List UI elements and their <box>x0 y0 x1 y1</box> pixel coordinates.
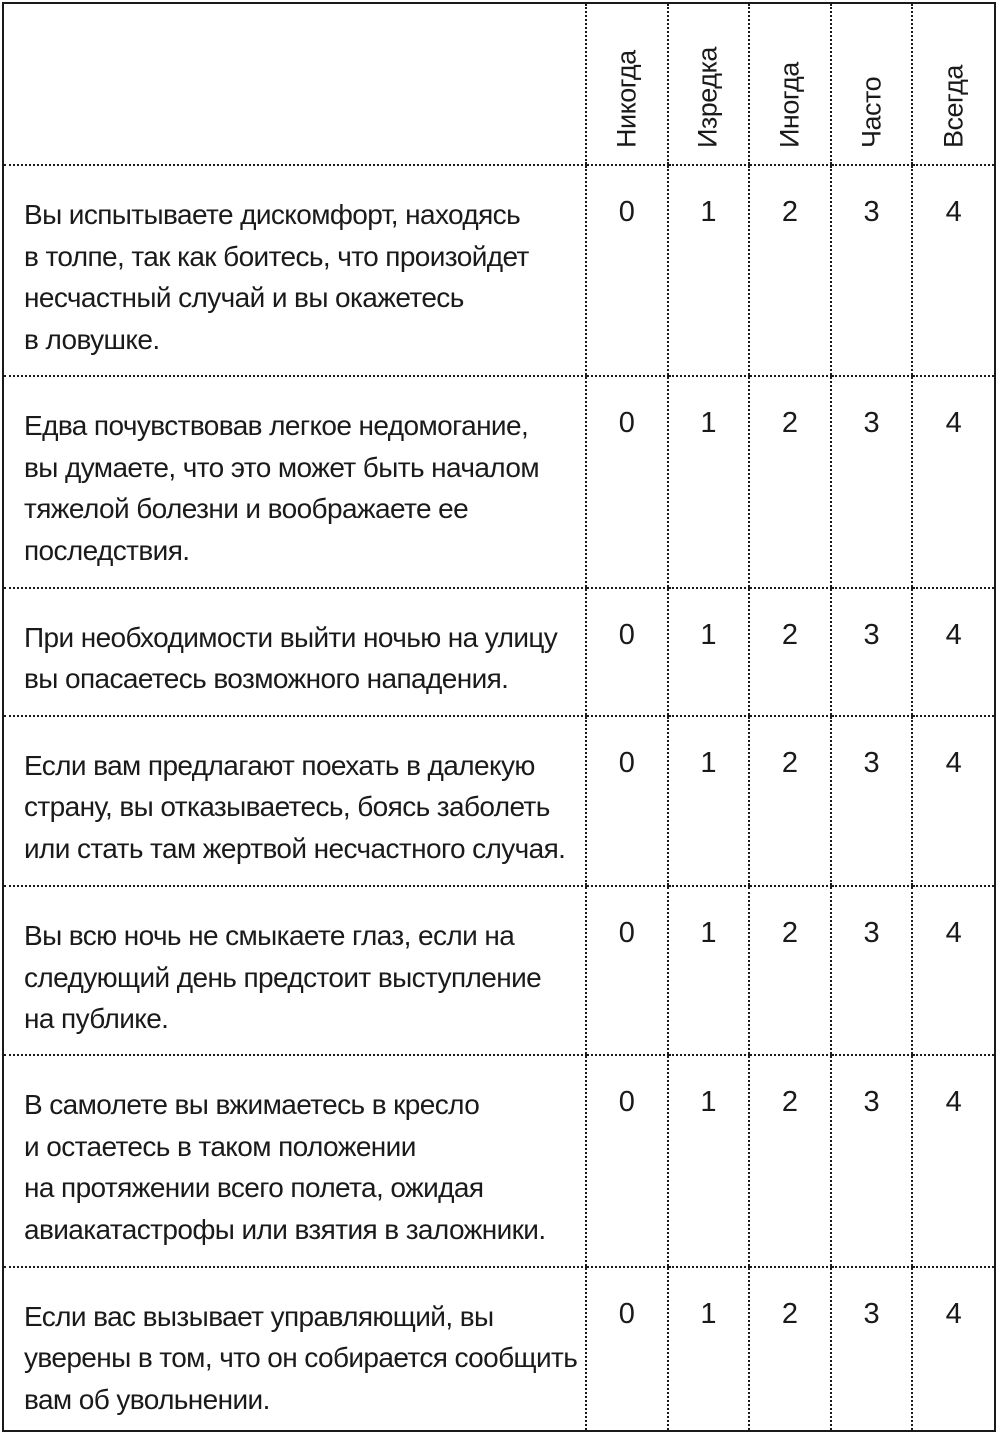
score-cell: 4 <box>912 1055 994 1266</box>
score-cell: 1 <box>668 716 750 886</box>
question-line: Если вас вызывает управляющий, вы <box>24 1300 494 1332</box>
question-line: Вы всю ночь не смыкаете глаз, если на <box>24 920 515 952</box>
header-option-label: Всегда <box>938 65 969 148</box>
score-cell: 2 <box>749 1055 831 1266</box>
header-option-label: Изредка <box>692 47 723 148</box>
score-cell: 1 <box>668 1055 750 1266</box>
question-line: в толпе, так как боитесь, что произойдет <box>24 240 529 272</box>
score-cell: 1 <box>668 165 750 376</box>
question-text <box>4 165 586 376</box>
question-line: на протяжении всего полета, ожидая <box>24 1172 484 1204</box>
question-text <box>4 1055 586 1266</box>
question-text <box>4 376 586 587</box>
question-line: несчастный случай и вы окажетесь <box>24 282 464 313</box>
score-cell: 3 <box>831 1055 913 1266</box>
header-option-label: Часто <box>856 76 887 148</box>
question-line: уверены в том, что он собирается сообщить <box>24 1342 578 1374</box>
score-cell: 4 <box>912 716 994 886</box>
score-cell: 2 <box>749 1267 831 1430</box>
question-line: вы опасаетесь возможного нападения. <box>24 663 509 695</box>
header-option-sometimes <box>749 4 831 165</box>
score-cell: 2 <box>749 716 831 886</box>
question-line: Вы испытываете дискомфорт, находясь <box>24 199 521 230</box>
score-cell: 4 <box>912 376 994 587</box>
score-cell: 3 <box>831 1267 913 1430</box>
score-cell: 3 <box>831 716 913 886</box>
header-option-rarely <box>668 4 750 165</box>
table-row <box>4 165 994 376</box>
question-line: или стать там жертвой несчастного случая. <box>24 832 566 864</box>
score-cell: 0 <box>586 886 668 1055</box>
score-cell: 1 <box>668 1267 750 1430</box>
score-cell: 3 <box>831 588 913 716</box>
table-row <box>4 716 994 886</box>
score-cell: 4 <box>912 1267 994 1430</box>
table-row <box>4 1055 994 1266</box>
header-row <box>4 4 994 165</box>
score-cell: 2 <box>749 376 831 587</box>
header-option-often <box>831 4 913 165</box>
table-row <box>4 588 994 716</box>
question-text <box>4 588 586 716</box>
score-cell: 1 <box>668 588 750 716</box>
question-text <box>4 1267 586 1430</box>
score-cell: 2 <box>749 588 831 716</box>
score-cell: 4 <box>912 588 994 716</box>
score-cell: 4 <box>912 886 994 1055</box>
question-line: Едва почувствовав легкое недомогание, <box>24 410 529 442</box>
score-cell: 3 <box>831 886 913 1055</box>
score-cell: 0 <box>586 588 668 716</box>
question-line: следующий день предстоит выступление <box>24 961 542 993</box>
score-cell: 3 <box>831 165 913 376</box>
question-line: последствия. <box>24 534 190 566</box>
table-row <box>4 376 994 587</box>
question-line: В самолете вы вжимаетесь в кресло <box>24 1089 480 1121</box>
header-option-label: Иногда <box>774 62 805 148</box>
score-cell: 1 <box>668 376 750 587</box>
table-row <box>4 886 994 1055</box>
table-row <box>4 1267 994 1430</box>
score-cell: 0 <box>586 716 668 886</box>
question-line: При необходимости выйти ночью на улицу <box>24 621 558 653</box>
questionnaire-table <box>4 4 994 1430</box>
question-line: вы думаете, что это может быть началом <box>24 451 539 483</box>
score-cell: 2 <box>749 886 831 1055</box>
header-empty-cell <box>4 4 586 165</box>
header-option-always <box>912 4 994 165</box>
question-line: страну, вы отказываетесь, боясь заболеть <box>24 791 550 823</box>
question-line: авиакатастрофы или взятия в заложники. <box>24 1213 546 1245</box>
question-line: тяжелой болезни и воображаете ее <box>24 493 469 525</box>
question-text <box>4 716 586 886</box>
header-option-label: Никогда <box>611 50 642 148</box>
question-line: на публике. <box>24 1003 169 1035</box>
score-cell: 1 <box>668 886 750 1055</box>
question-line: Если вам предлагают поехать в далекую <box>24 749 535 781</box>
question-line: и остаетесь в таком положении <box>24 1130 416 1162</box>
score-cell: 3 <box>831 376 913 587</box>
score-cell: 2 <box>749 165 831 376</box>
score-cell: 0 <box>586 1267 668 1430</box>
question-line: вам об увольнении. <box>24 1383 270 1415</box>
header-option-never <box>586 4 668 165</box>
score-cell: 0 <box>586 165 668 376</box>
score-cell: 0 <box>586 1055 668 1266</box>
score-cell: 0 <box>586 376 668 587</box>
question-text <box>4 886 586 1055</box>
score-cell: 4 <box>912 165 994 376</box>
question-line: в ловушке. <box>24 323 160 355</box>
